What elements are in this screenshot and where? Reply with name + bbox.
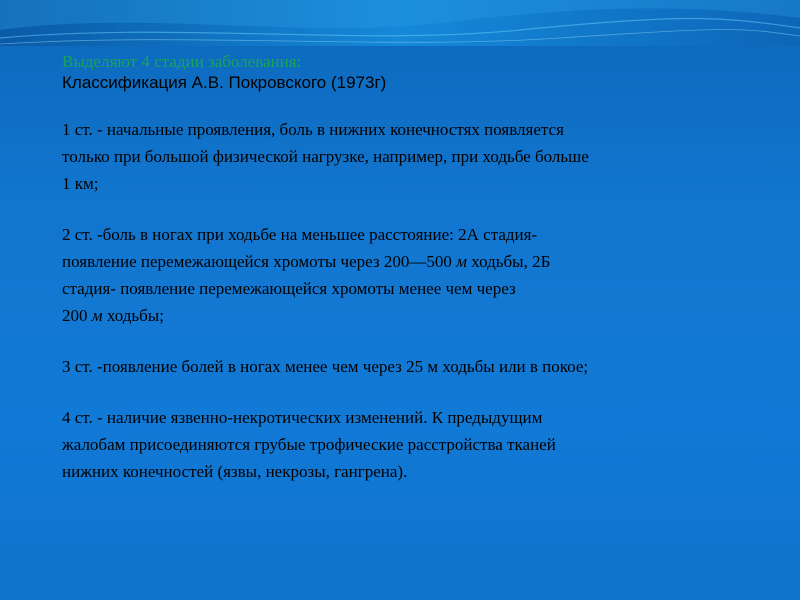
top-wave-decoration (0, 0, 800, 46)
stage-3-line: 3 ст. -появление болей в ногах менее чем через 25 м ходьбы или в покое; (62, 357, 589, 376)
unit-meter: м (456, 252, 467, 271)
stage-2-text: ходьбы; (102, 306, 164, 325)
stage-4-line: 4 ст. - наличие язвенно-некротических изменений. К предыдущим (62, 408, 543, 427)
stage-2-line (62, 302, 762, 329)
stage-2-text: ходьбы, 2Б (466, 252, 551, 271)
stage-4-line: нижних конечностей (язвы, некрозы, гангрена). (62, 462, 408, 481)
slide-content (62, 52, 762, 509)
unit-meter: м (91, 306, 103, 325)
stage-1-line: 1 км; (62, 174, 99, 193)
stage-3-paragraph (62, 353, 762, 380)
stage-4-line: жалобам присоединяются грубые трофические расстройства тканей (62, 435, 556, 454)
stage-1-line: 1 ст. - начальные проявления, боль в нижних конечностях появляется (62, 120, 564, 139)
stage-1-paragraph (62, 116, 762, 197)
stage-2-line: стадия- появление перемежающейся хромоты менее чем через (62, 279, 516, 298)
stage-2-line (62, 248, 762, 275)
wave-graphic (0, 0, 800, 46)
stage-2-line: 2 ст. -боль в ногах при ходьбе на меньшее расстояние: 2А стадия- (62, 225, 538, 244)
stage-4-paragraph (62, 404, 762, 485)
stage-2-text: 200 (62, 306, 92, 325)
stage-1-line: только при большой физической нагрузке, например, при ходьбе больше (62, 147, 589, 166)
stage-2-paragraph (62, 221, 762, 329)
slide-heading: Выделяют 4 стадии заболевания: (62, 52, 302, 71)
classification-title: Классификация А.В. Покровского (1973г) (62, 73, 387, 92)
stage-2-text: появление перемежающейся хромоты через 200—500 (62, 252, 457, 271)
